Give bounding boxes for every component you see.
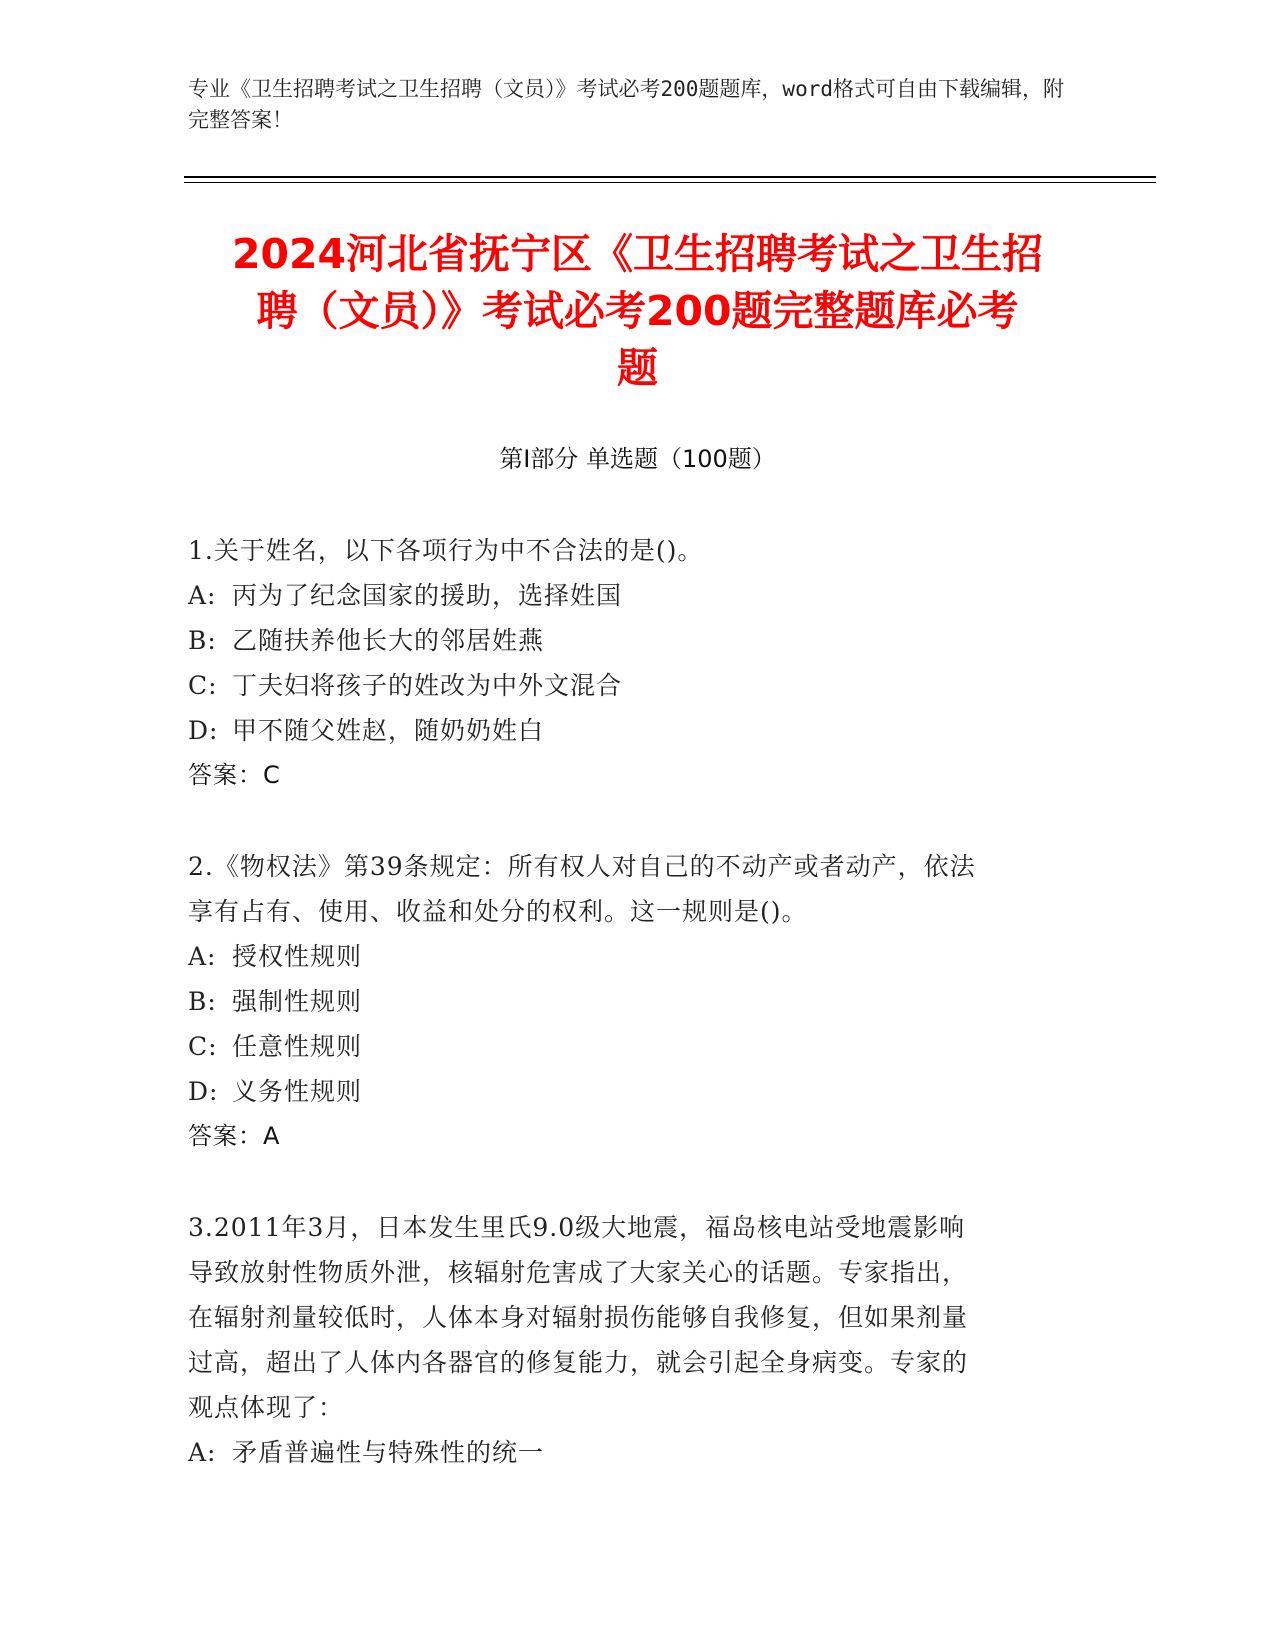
option-text: 甲不随父姓赵，随奶奶姓白 (232, 716, 545, 745)
option-d (188, 1069, 1068, 1114)
title-line: 题 (617, 344, 658, 392)
question-2 (188, 844, 1068, 1159)
header-rule-thin (184, 182, 1156, 183)
document-title (150, 226, 1125, 397)
option-c (188, 1024, 1068, 1069)
option-a (188, 573, 1068, 618)
option-b (188, 979, 1068, 1024)
option-key: B: (188, 987, 217, 1016)
option-text: 授权性规则 (232, 942, 363, 971)
answer-line: 答案：A (188, 1122, 281, 1150)
question-text: 过高，超出了人体内各器官的修复能力，就会引起全身病变。专家的 (188, 1348, 969, 1377)
title-line: 2024河北省抚宁区《卫生招聘考试之卫生招 (231, 230, 1044, 278)
question-text: 导致放射性物质外泄，核辐射危害成了大家关心的话题。专家指出， (188, 1258, 969, 1287)
option-key: A: (188, 581, 217, 610)
option-key: A: (188, 942, 217, 971)
question-text: 享有占有、使用、收益和处分的权利。这一规则是()。 (188, 897, 808, 926)
section-title: 第I部分 单选题（100题） (499, 445, 776, 473)
option-text: 任意性规则 (232, 1032, 363, 1061)
question-list (188, 528, 1068, 1521)
option-text: 丁夫妇将孩子的姓改为中外文混合 (232, 671, 623, 700)
option-key: D: (188, 716, 219, 745)
answer-line: 答案：C (188, 761, 281, 789)
header-note: 专业《卫生招聘考试之卫生招聘（文员）》考试必考200题题库，word格式可自由下载编辑，附完整答案！ (188, 77, 1064, 132)
option-b (188, 618, 1068, 663)
option-key: C: (188, 671, 218, 700)
option-key: B: (188, 626, 217, 655)
question-text: 1.关于姓名，以下各项行为中不合法的是()。 (188, 536, 704, 565)
option-a (188, 1430, 1068, 1475)
header-rule-thick (184, 176, 1156, 178)
option-c (188, 663, 1068, 708)
question-text: 在辐射剂量较低时，人体本身对辐射损伤能够自我修复，但如果剂量 (188, 1303, 969, 1332)
option-text: 强制性规则 (232, 987, 363, 1016)
option-key: A: (188, 1438, 217, 1467)
question-3 (188, 1205, 1068, 1475)
option-text: 丙为了纪念国家的援助，选择姓国 (232, 581, 623, 610)
option-key: C: (188, 1032, 218, 1061)
option-key: D: (188, 1077, 219, 1106)
title-line: 聘（文员）》考试必考200题完整题库必考 (256, 287, 1019, 335)
option-text: 乙随扶养他长大的邻居姓燕 (232, 626, 545, 655)
question-text: 3.2011年3月，日本发生里氏9.0级大地震，福岛核电站受地震影响 (188, 1213, 966, 1242)
question-text: 2.《物权法》第39条规定：所有权人对自己的不动产或者动产，依法 (188, 852, 976, 881)
question-1 (188, 528, 1068, 798)
option-a (188, 934, 1068, 979)
question-text: 观点体现了： (188, 1393, 345, 1422)
option-text: 义务性规则 (232, 1077, 363, 1106)
option-d (188, 708, 1068, 753)
option-text: 矛盾普遍性与特殊性的统一 (232, 1438, 545, 1467)
